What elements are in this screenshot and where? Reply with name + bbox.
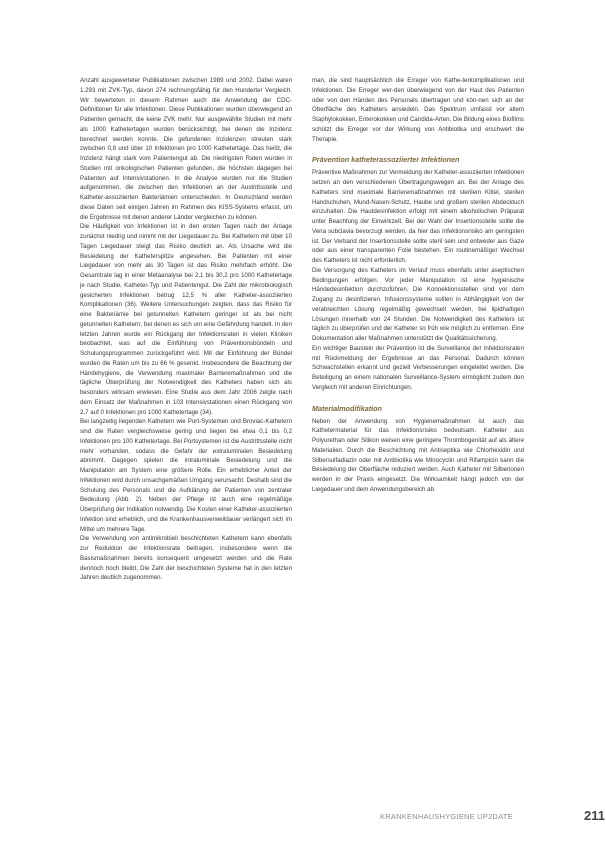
left-paragraph-1: Anzahl ausgewerteter Publikationen zwischen 1989 und 2002. Dabei waren 1.293 mit ZVK-Typ, davon 274 rechnungsfähig für den Hunderter Vergleich. Wir bewerteten in diesem Rahmen auch die Anwendung der CDC-Definitionen für alle Infektionen. Diese Publikationen wurden überwiegend an Patienten gemacht, die keine ZVK mehr. Nur ausgewählte Studien mit mehr als 1000 Kathetertagen wurden berücksichtigt, bei denen die Inzidenz berechnet werden konnte. Die gefundenen Inzidenzen streuten stark zwischen 0,8 und über 10 Infektionen pro 1000 Kathetertage. Das heißt, die Inzidenz hängt stark vom Patientengut ab. Die niedrigsten Raten wurden in Studien mit onkologischen Patienten gefunden, die höchsten dagegen bei Patienten auf Intensivstationen. In die Analyse wurden nur die Studien aufgenommen, die zwischen den Infektionen an der Austrittsstelle und Katheter-assoziierten Bakteriämien unterschieden. In Deutschland werden diese Daten seit einigen Jahren im Rahmen des KISS-Systems erfasst, um die Ergebnisse mit denen anderer Länder vergleichen zu können. (80, 77, 292, 221)
left-paragraph-4: Die Verwendung von antimikrobiell beschichteten Kathetern kann ebenfalls zur Reduktion der Infektionsrate beitragen, insbesondere wenn die Basismaßnahmen bereits konsequent umgesetzt werden und die Rate dennoch hoch bleibt. Die Zahl der beschichteten Systeme hat in den letzten Jahren deutlich zugenommen. (80, 535, 292, 582)
section-heading-prevention: Prävention katheterassoziierter Infektionen (312, 155, 460, 165)
right-paragraph-intro: man, die sind hauptsächlich die Erreger von Kathe-terkomplikationen und Infektionen. Die Erreger wer-den überwiegend von der Haut des Patienten oder von den Händen des Personals übertragen und kön-nen sich an der Oberfläche des Katheters ansiedeln. Das Spektrum umfasst vor allem Staphylokokken, Enterokokken und Candida-Arten. Die Bildung eines Biofilms schützt die Erreger vor der Wirkung von Antibiotika und erschwert die Therapie. (312, 77, 524, 143)
prevention-paragraph-1: Präventive Maßnahmen zur Vermeidung der Katheter-assoziierten Infektionen setzen an den verschiedenen Übertragungswegen an. Bei der Anlage des Katheters sind maximale Barrieremaßnahmen mit sterilem Kittel, sterilen Handschuhen, Mund-Nasen-Schutz, Haube und großem sterilen Abdecktuch einzuhalten. Die Hautdesinfektion erfolgt mit einem alkoholischen Präparat unter Beachtung der Einwirkzeit. Bei der Wahl der Insertionsstelle sollte die Vena subclavia bevorzugt werden, da hier das Infektionsrisiko am geringsten ist. Der Verband der Insertionsstelle sollte steril sein und entweder aus Gaze oder aus einer transparenten Folie bestehen. Ein routinemäßiger Wechsel des Katheters ist nicht erforderlich. (312, 169, 524, 264)
footer-journal-name: KRANKENHAUSHYGIENE UP2DATE (380, 812, 513, 821)
left-column (80, 76, 292, 583)
right-column (312, 76, 524, 495)
left-paragraph-2: Die Häufigkeit von Infektionen ist in den ersten Tagen nach der Anlage zunächst niedrig und nimmt mit der Liegedauer zu. Bei Kathetern mit über 10 Tagen Liegedauer steigt das Risiko deutlich an. Als Ursache wird die Besiedelung der Katheterspitze angesehen. Bei Patienten mit einer Liegedauer von mehr als 30 Tagen ist das Risiko mehrfach erhöht. Die Gesamtrate lag in einer Metaanalyse bei 2,1 bis 30,2 pro 1000 Kathetertage je nach Studie, Katheter-Typ und Patientengut. Die Zahl der mikrobiologisch gesicherten Infektionen betrug 12,5 % aller Katheter-assoziierten Komplikationen (36). Weitere Untersuchungen zeigten, dass das Risiko für eine Bakteriämie bei getunnelten Kathetern geringer ist als bei nicht getunnelten Kathetern, bei denen es sich um eine Gefährdung handelt. In den letzten Jahren wurde ein Rückgang der Infektionsraten in vielen Kliniken beobachtet, was auf die Einführung von Präventionsbündeln und Schulungsprogrammen zurückgeführt wird. Mit der Einführung der Bündel wurden die Raten um bis zu 66 % gesenkt. Insbesondere die Beachtung der Händehygiene, die Verwendung maximaler Barrieremaßnahmen und die tägliche Überprüfung der Notwendigkeit des Katheters haben sich als besonders wirksam erwiesen. Eine Studie aus dem Jahr 2006 zeigte nach dem Einsatz der Maßnahmen in 103 Intensivstationen einen Rückgang von 2,7 auf 0 Infektionen pro 1000 Kathetertage (34). (80, 223, 292, 416)
page-footer (380, 808, 605, 828)
prevention-paragraph-2: Die Versorgung des Katheters im Verlauf muss ebenfalls unter aseptischen Bedingungen erfolgen. Vor jeder Manipulation ist eine hygienische Händedesinfektion durchzuführen. Die Konnektionsstellen sind vor dem Zugang zu desinfizieren. Infusionssysteme sollten in Abhängigkeit von der verabreichten Lösung regelmäßig gewechselt werden, bei lipidhaltigen Lösungen innerhalb von 24 Stunden. Die Notwendigkeit des Katheters ist täglich zu überprüfen und der Katheter so früh wie möglich zu entfernen. Eine Dokumentation aller Maßnahmen unterstützt die Qualitätssicherung. (312, 266, 524, 342)
prevention-paragraph-3: Ein wichtiger Baustein der Prävention ist die Surveillance der Infektionsraten mit Rückmeldung der Ergebnisse an das Personal. Dadurch können Schwachstellen erkannt und gezielt Verbesserungen eingeleitet werden. Die Beteiligung an einem nationalen Surveillance-System ermöglicht zudem den Vergleich mit anderen Einrichtungen. (312, 344, 524, 391)
left-paragraph-3: Bei langzeitig liegenden Kathetern wie Port-Systemen und Broviac-Kathetern sind die Raten vergleichsweise gering und liegen bei etwa 0,1 bis 0,2 Infektionen pro 100 Kathetertage. Bei Portsystemen ist die Austrittsstelle nicht mehr vorhanden, sodass die Gefahr der extraluminalen Besiedelung abnimmt. Dagegen spielen die intraluminale Besiedelung und die Manipulation am System eine größere Rolle. Ein erheblicher Anteil der Infektionen wird durch unsachgemäßen Umgang verursacht. Deshalb sind die Schulung des Personals und die Aufklärung der Patienten von zentraler Bedeutung (Abb. 2). Neben der Pflege ist auch eine regelmäßige Überprüfung der Indikation notwendig. Die Kosten einer Katheter-assoziierten Infektion sind erheblich, und die Krankenhausverweildauer verlängert sich im Mittel um mehrere Tage. (80, 418, 292, 533)
page-number: 211 (584, 808, 605, 823)
material-paragraph-1: Neben der Anwendung von Hygienemaßnahmen ist auch das Kathetermaterial für das Infektionsrisiko bedeutsam. Katheter aus Polyurethan oder Silikon weisen eine geringere Thrombogenität auf als ältere Materialien. Durch die Beschichtung mit Antiseptika wie Chlorhexidin und Silbersulfadiazin oder mit Antibiotika wie Minocyclin und Rifampicin kann die Besiedelung der Oberfläche reduziert werden. Auch Katheter mit Silberionen werden in der Praxis eingesetzt. Die Wirksamkeit hängt jedoch von der Liegedauer und dem Anwendungsbereich ab. (312, 417, 524, 493)
section-heading-material: Materialmodifikation (312, 403, 382, 413)
